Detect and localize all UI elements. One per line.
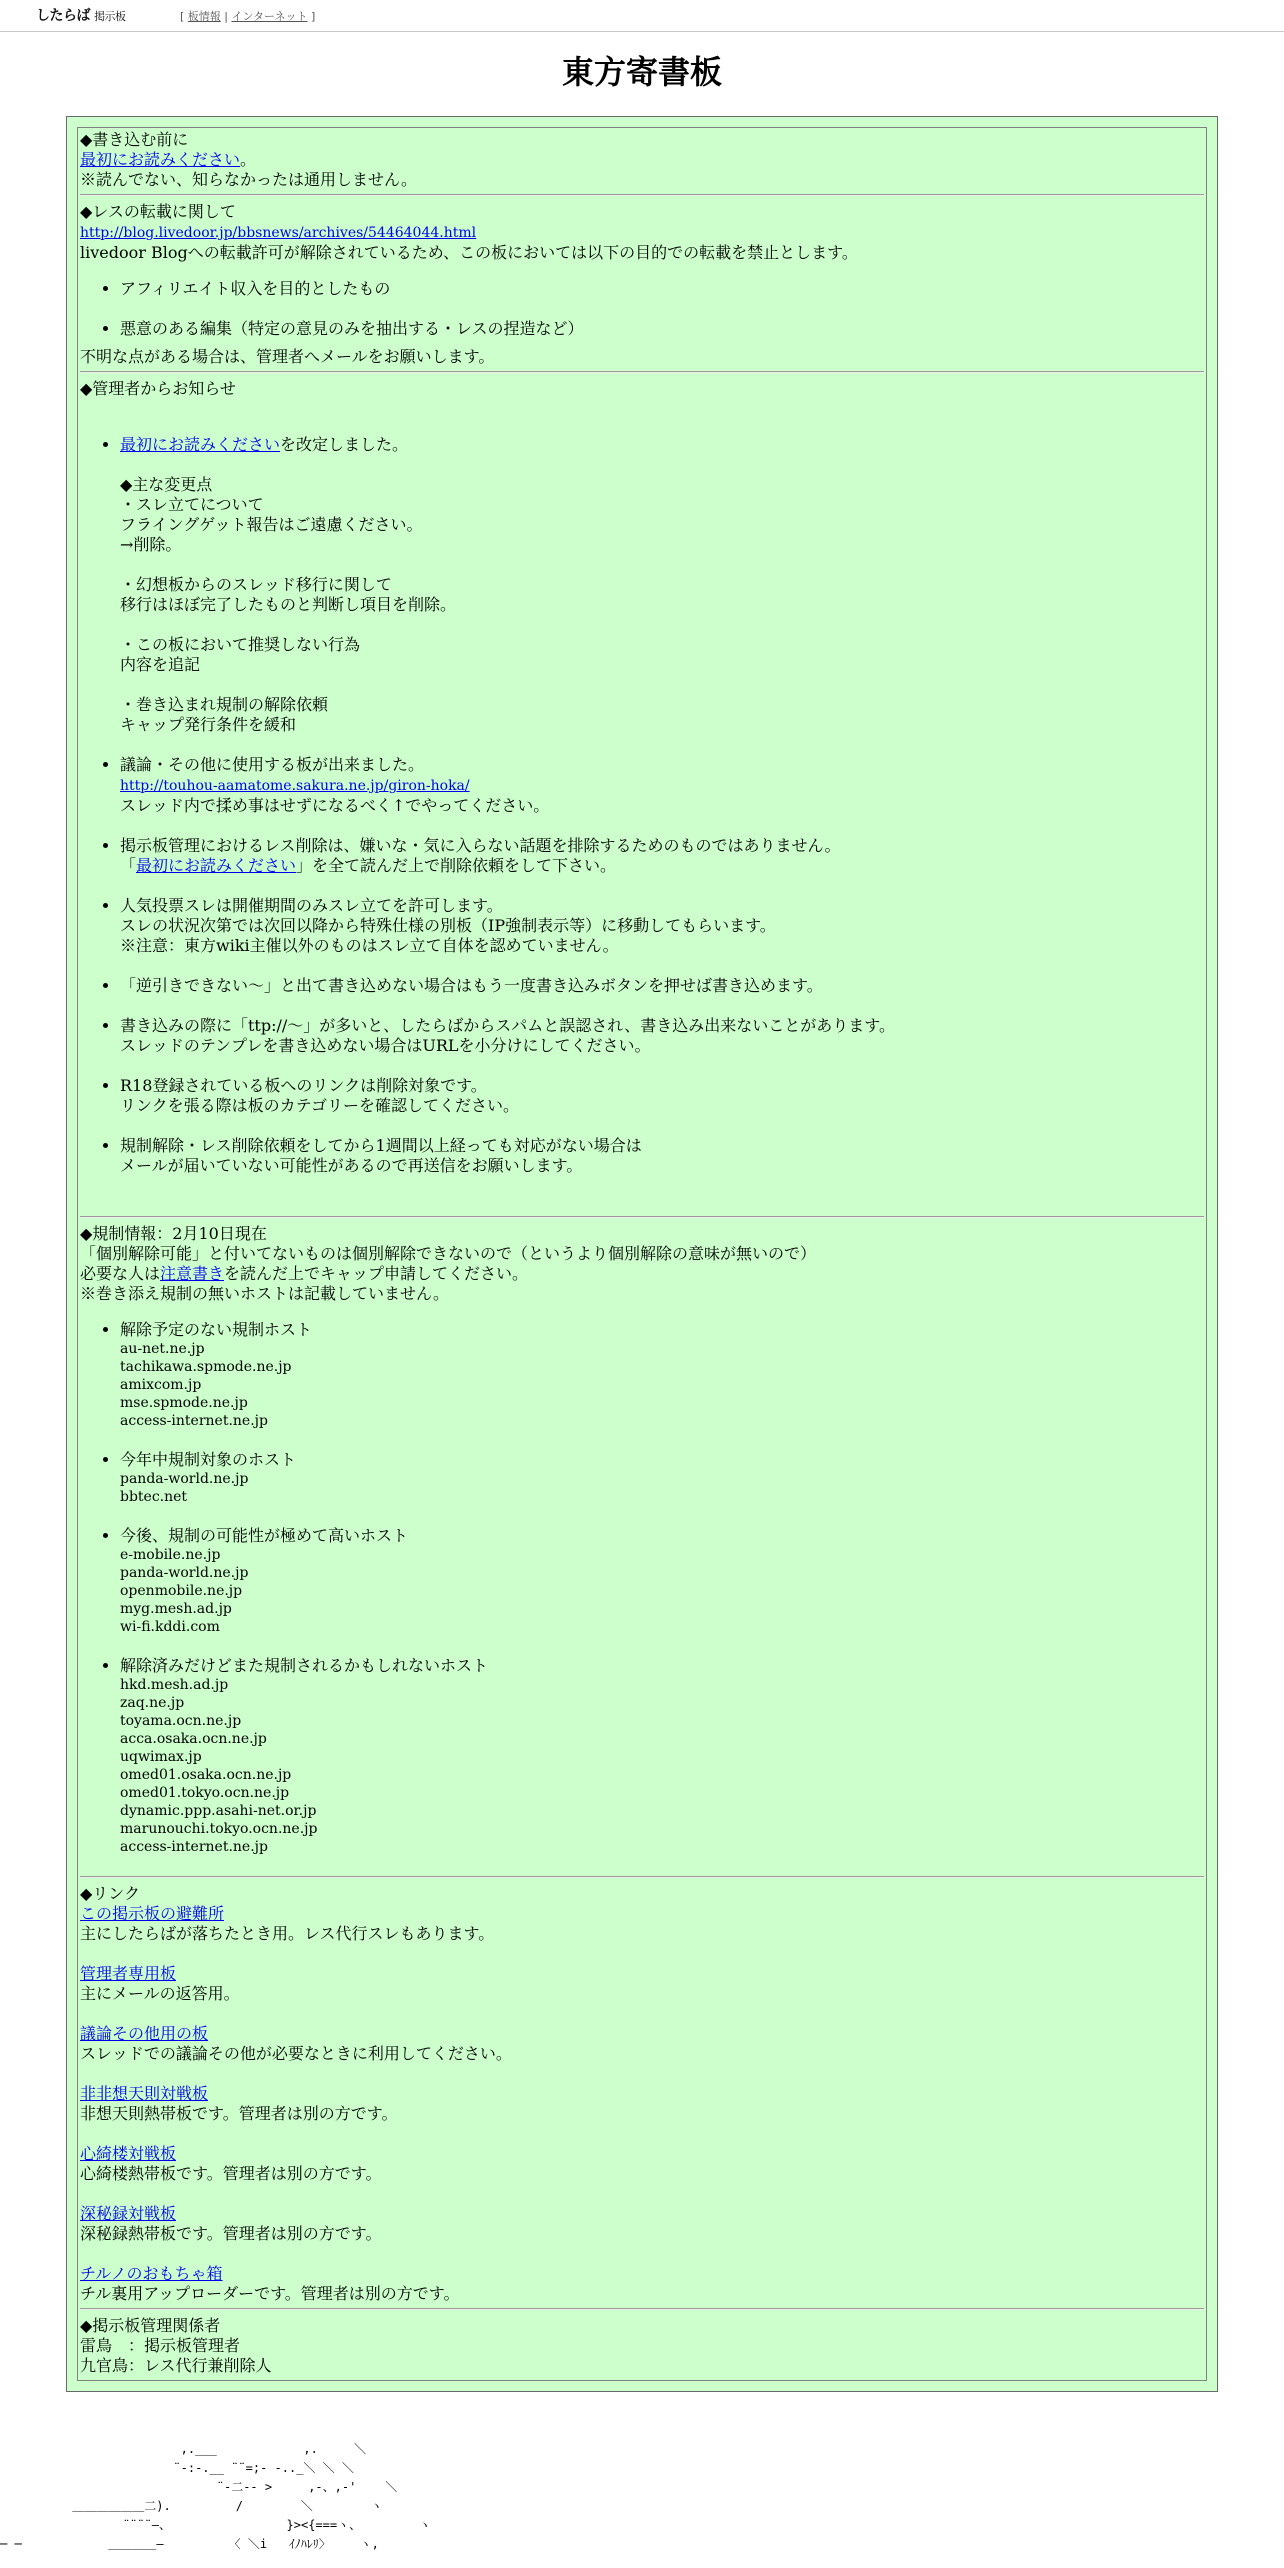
evacuation-board-link[interactable]: この掲示板の避難所 [80,1904,225,1923]
host-entry: marunouchi.tokyo.ocn.ne.jp [120,1821,318,1837]
read-first-link[interactable]: 最初にお読みください [136,856,297,875]
host-entry: amixcom.jp [120,1377,202,1393]
host-group-title: • 今年中規制対象のホスト [120,1450,297,1469]
notice-line: ・この板において推奨しない行為 [120,635,361,654]
notice-line: フライングゲット報告はご遠慮ください。 [120,515,423,534]
admins-section [80,2316,1204,2376]
cirno-uploader-link[interactable]: チルノのおもちゃ箱 [80,2264,223,2283]
top-nav [180,7,315,27]
links-section [80,1884,1204,2304]
host-entry: panda-world.ne.jp [120,1471,249,1487]
reprint-section [80,202,1204,367]
notices-section [80,379,1204,1212]
ascii-art: ,.___ ,. ＼ ¨-:-.__ ¨¨=;- -.._＼ ＼ ＼ ¨-二-- > ,-、,-' ＼ ＿＿＿＿＿＿二). / ＼ ヽ ¨¨¨¨—、 }><{===ヽ、 ヽ ─ ─ ＿＿＿＿— 〈 ＼i ｲﾉﾊﾚﾘ〉 ヽ, [0,2442,431,2551]
regulation-line: 「個別解除可能」と付いてないものは個別解除できないので（というより個別解除の意味が無いので） [80,1244,817,1263]
host-entry: tachikawa.spmode.ne.jp [120,1359,292,1375]
notice-line: キャップ発行条件を緩和 [120,715,297,734]
host-entry: openmobile.ne.jp [120,1583,243,1599]
host-group-title: • 解除済みだけどまた規制されるかもしれないホスト [120,1656,489,1675]
host-entry: acca.osaka.ocn.ne.jp [120,1731,267,1747]
divider [80,2308,1204,2310]
reprint-list [80,279,1204,339]
link-description: スレッドでの議論その他が必要なときに利用してください。 [80,2044,512,2063]
divider [80,1216,1204,1218]
read-first-link[interactable]: 最初にお読みください [120,435,281,454]
shinkirou-board-link[interactable]: 心綺楼対戦板 [80,2144,177,2163]
host-entry: hkd.mesh.ad.jp [120,1677,229,1693]
discussion-board-link[interactable]: 議論その他用の板 [80,2024,209,2043]
host-entry: wi-fi.kddi.com [120,1619,220,1635]
notice-line: • R18登録されている板へのリンクは削除対象です。 [120,1076,487,1095]
admin-line: 雷鳥 ：掲示板管理者 [80,2336,241,2355]
divider [80,371,1204,373]
host-entry: e-mobile.ne.jp [120,1547,221,1563]
local-rules-box [66,116,1218,2392]
notice-line: • 議論・その他に使用する板が出来ました。 [120,755,425,774]
regulation-heading: ◆規制情報：2月10日現在 [80,1224,267,1243]
nav-internet-link[interactable]: インターネット [231,10,308,23]
list-item: • アフィリエイト収入を目的としたもの [120,279,1204,299]
read-first-link[interactable]: 最初にお読みください [80,150,241,169]
list-item: • 悪意のある編集（特定の意見のみを抽出する・レスの捏造など） [120,319,1204,339]
before-posting-heading: ◆書き込む前に [80,130,189,149]
links-heading: ◆リンク [80,1884,140,1903]
before-posting-note: ※読んでない、知らなかったは通用しません。 [80,170,417,189]
notice-text: 「 [120,856,137,875]
host-group-title: • 今後、規制の可能性が極めて高いホスト [120,1526,409,1545]
giron-board-url-link[interactable]: http://touhou-aamatome.sakura.ne.jp/giron-hoka/ [120,778,470,794]
host-entry: access-internet.ne.jp [120,1839,268,1855]
list-item [120,896,1204,956]
nav-bracket-open: [ [180,10,188,23]
host-group [120,1526,1204,1636]
logo-sub: 掲示板 [94,10,126,23]
before-posting-section [80,130,1204,190]
before-posting-link-line [80,150,1204,170]
link-description: 心綺楼熱帯板です。管理者は別の方です。 [80,2164,382,2183]
host-entry: myg.mesh.ad.jp [120,1601,232,1617]
notice-line: 移行はほぼ完了したものと判断し項目を削除。 [120,595,457,614]
shitaraba-logo[interactable] [36,6,126,27]
list-item [120,435,1204,735]
notice-line: • 人気投票スレは開催期間のみスレ立てを許可します。 [120,896,503,915]
regulation-text: を読んだ上でキャップ申請してください。 [224,1264,529,1283]
host-entry: bbtec.net [120,1489,188,1505]
list-item [120,755,1204,816]
notice-line: ◆主な変更点 [120,475,213,494]
host-groups-list [80,1320,1204,1856]
notices-heading: ◆管理者からお知らせ [80,379,236,398]
hisoutensoku-board-link[interactable]: 非非想天則対戦板 [80,2084,209,2103]
notice-text: 」を全て読んだ上で削除依頼をして下さい。 [296,856,617,875]
notice-line: ・スレ立てについて [120,495,264,514]
host-group-title: • 解除予定のない規制ホスト [120,1320,313,1339]
regulation-line [80,1264,1204,1284]
read-first-suffix: 。 [240,150,257,169]
host-entry: panda-world.ne.jp [120,1565,249,1581]
host-entry: omed01.tokyo.ocn.ne.jp [120,1785,290,1801]
link-description: チル裏用アップローダーです。管理者は別の方です。 [80,2284,460,2303]
notice-line: リンクを張る際は板のカテゴリーを確認してください。 [120,1096,520,1115]
host-entry: toyama.ocn.ne.jp [120,1713,242,1729]
regulation-text: 必要な人は [80,1264,161,1283]
notice-line: メールが届いていない可能性があるので再送信をお願いします。 [120,1156,583,1175]
link-description: 主にしたらばが落ちたとき用。レス代行スレもあります。 [80,1924,495,1943]
reprint-url-link[interactable]: http://blog.livedoor.jp/bbsnews/archives/54464044.html [80,225,477,241]
notice-line: スレッドのテンプレを書き込めない場合はURLを小分けにしてください。 [120,1036,651,1055]
host-group [120,1320,1204,1430]
admins-heading: ◆掲示板管理関係者 [80,2316,221,2335]
host-entry: zaq.ne.jp [120,1695,185,1711]
regulation-line: ※巻き添え規制の無いホストは記載していません。 [80,1284,449,1303]
list-item [120,836,1204,876]
list-item [120,1016,1204,1056]
divider [80,1876,1204,1878]
host-entry: omed01.osaka.ocn.ne.jp [120,1767,292,1783]
nav-bracket-close: ] [307,10,316,23]
notice-line: • 規制解除・レス削除依頼をしてから1週間以上経っても対応がない場合は [120,1136,642,1155]
notices-list [80,435,1204,1176]
host-entry: uqwimax.jp [120,1749,202,1765]
admin-line: 九官鳥：レス代行兼削除人 [80,2356,272,2375]
host-group [120,1656,1204,1856]
notice-line: • 掲示板管理におけるレス削除は、嫌いな・気に入らない話題を排除するためのものではありません。 [120,836,841,855]
notice-line: ※注意：東方wiki主催以外のものはスレ立て自体を認めていません。 [120,936,619,955]
reprint-text: livedoor Blogへの転載許可が解除されているため、この板においては以下の目的での転載を禁止とします。 [80,243,858,262]
reprint-footer: 不明な点がある場合は、管理者へメールをお願いします。 [80,347,495,366]
caution-link[interactable]: 注意書き [160,1264,225,1283]
notice-line: スレッド内で揉め事はせずになるべく↑でやってください。 [120,796,550,815]
top-bar [0,0,1284,32]
host-entry: au-net.ne.jp [120,1341,205,1357]
divider [80,194,1204,196]
list-item [120,1136,1204,1176]
link-description: 深秘録熱帯板です。管理者は別の方です。 [80,2224,382,2243]
regulation-section [80,1224,1204,1856]
list-item: • 「逆引きできない～」と出て書き込めない場合はもう一度書き込みボタンを押せば書き込めます。 [120,976,1204,996]
notice-line: →削除。 [120,535,182,554]
nav-separator: | [220,10,232,23]
board-title: 東方寄書板 [561,53,722,91]
notice-text: を改定しました。 [280,435,409,454]
notice-line: スレの状況次第では次回以降から特殊仕様の別板（IP強制表示等）に移動してもらいます。 [120,916,776,935]
notice-line: 内容を追記 [120,655,201,674]
host-entry: dynamic.ppp.asahi-net.or.jp [120,1803,317,1819]
list-item [120,1076,1204,1116]
notice-line: ・巻き込まれ規制の解除依頼 [120,695,329,714]
notice-line: • 書き込みの際に「ttp://～」が多いと、したらばからスパムと誤認され、書き込み出来ないことがあります。 [120,1016,895,1035]
reprint-heading: ◆レスの転載に関して [80,202,236,221]
link-description: 非想天則熱帯板です。管理者は別の方です。 [80,2104,398,2123]
host-group [120,1450,1204,1506]
host-entry: access-internet.ne.jp [120,1413,268,1429]
admin-board-link[interactable]: 管理者専用板 [80,1964,177,1983]
shinpiroku-board-link[interactable]: 深秘録対戦板 [80,2204,177,2223]
local-rules-inner [77,127,1207,2381]
nav-board-info-link[interactable]: 板情報 [187,10,221,23]
logo-text: したらば [36,8,90,24]
notice-line: ・幻想板からのスレッド移行に関して [120,575,392,594]
link-description: 主にメールの返答用。 [80,1984,240,2003]
host-entry: mse.spmode.ne.jp [120,1395,248,1411]
